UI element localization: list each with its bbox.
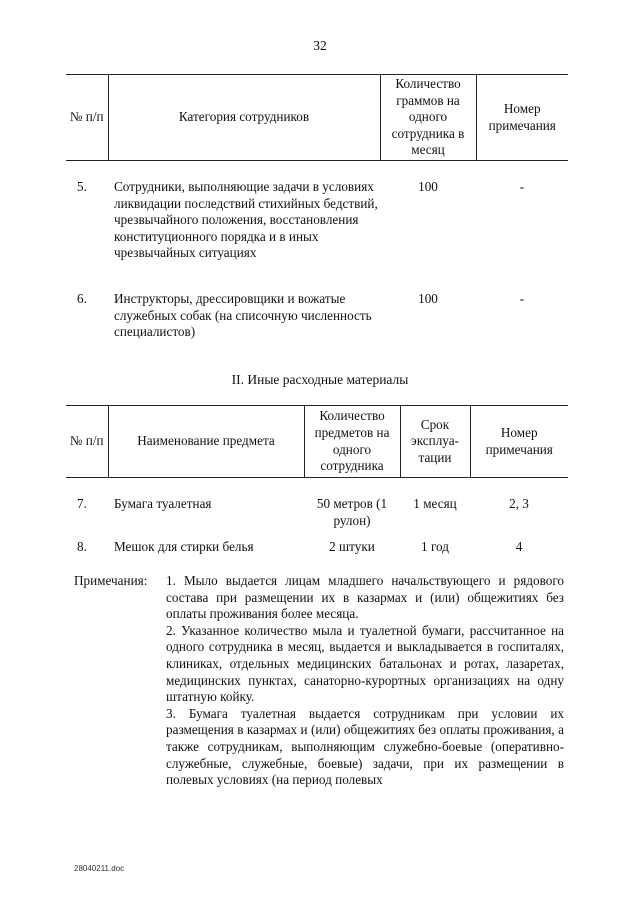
note-item: 2. Указанное количество мыла и туалетной бумаги, рассчитанное на одного сотрудника в месяц, выдается и выкладывается в госпиталях, клиниках, отдельных медицинских батальонах и ротах, лазаретах, медицинских пунктах, санаторно-курортных организациях на одну штатную койку. bbox=[166, 622, 564, 705]
header-quantity: Количество граммов на одного сотрудника в месяц bbox=[380, 75, 476, 161]
table-row bbox=[66, 496, 568, 539]
row-num: 6. bbox=[77, 291, 87, 306]
row-note: 4 bbox=[515, 539, 523, 554]
table-header-row bbox=[66, 406, 568, 478]
row-note: 2, 3 bbox=[509, 496, 529, 511]
header-num: № п/п bbox=[69, 109, 104, 125]
row-quantity: 100 bbox=[418, 291, 438, 306]
section-title: II. Иные расходные материалы bbox=[231, 372, 409, 387]
header-note-number: Номер примечания bbox=[470, 406, 568, 478]
row-term: 1 год bbox=[421, 539, 449, 554]
header-term: Срок эксплуа-тации bbox=[400, 406, 470, 478]
row-note: - bbox=[519, 291, 525, 306]
row-quantity: 2 штуки bbox=[329, 539, 375, 554]
row-quantity: 50 метров (1 рулон) bbox=[316, 496, 388, 528]
table-row bbox=[66, 539, 568, 563]
note-item: 1. Мыло выдается лицам младшего начальствующего и рядового состава при размещении их в казармах и (или) общежитиях без оплаты проживания более месяца. bbox=[166, 573, 564, 622]
row-num: 8. bbox=[77, 539, 87, 554]
row-item: Мешок для стирки белья bbox=[114, 539, 254, 554]
header-quantity: Количество предметов на одного сотрудника bbox=[304, 406, 400, 478]
row-quantity: 100 bbox=[418, 179, 438, 194]
header-item: Наименование предмета bbox=[108, 406, 304, 478]
notes-label: Примечания: bbox=[74, 573, 148, 588]
page-number: 32 bbox=[313, 38, 327, 53]
row-num: 5. bbox=[77, 179, 87, 194]
row-category: Инструкторы, дрессировщики и вожатые служебных собак (на списочную численность специалистов) bbox=[114, 291, 372, 340]
table-header-row bbox=[66, 75, 568, 161]
row-num: 7. bbox=[77, 496, 87, 511]
row-category: Сотрудники, выполняющие задачи в условиях ликвидации последствий стихийных бедствий, чрезвычайного положения, восстановления конституционного порядка и в иных чрезвычайных ситуациях bbox=[114, 179, 378, 261]
header-num: № п/п bbox=[69, 433, 104, 449]
notes-body bbox=[166, 573, 564, 789]
row-item: Бумага туалетная bbox=[114, 496, 212, 511]
row-term: 1 месяц bbox=[413, 496, 457, 511]
footer-file-code: 28040211.doc bbox=[74, 864, 125, 873]
materials-table bbox=[66, 405, 568, 563]
header-category: Категория сотрудников bbox=[108, 75, 380, 161]
table-row bbox=[66, 179, 568, 291]
row-note: - bbox=[519, 179, 525, 194]
consumption-table bbox=[66, 74, 568, 343]
header-note-number: Номер примечания bbox=[476, 75, 568, 161]
note-item: 3. Бумага туалетная выдается сотрудникам при условии их размещения в казармах и (или) общежитиях без оплаты проживания, а также сотрудникам, выполняющим служебно-боевые (оперативно-служебные, служебные, боевые) задачи, при их размещении в полевых условиях (на период полевых bbox=[166, 705, 564, 788]
table-row bbox=[66, 291, 568, 343]
